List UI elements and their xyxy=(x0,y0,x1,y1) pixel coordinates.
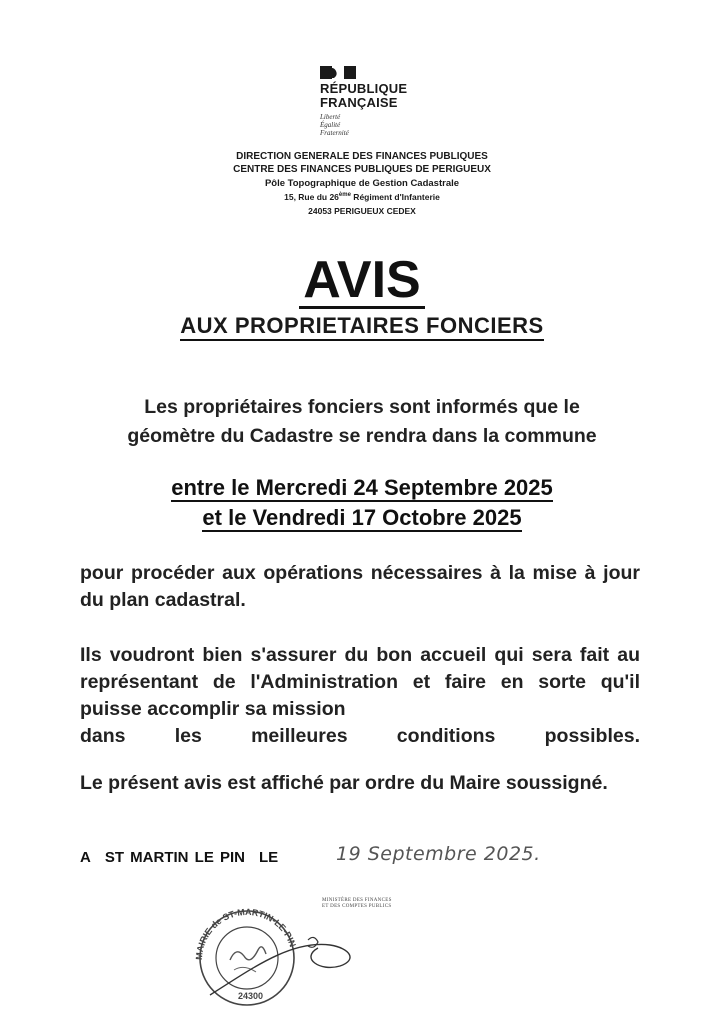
svg-text:24300: 24300 xyxy=(238,991,264,1001)
marianne-logo-icon xyxy=(320,66,356,79)
header-direction: DIRECTION GENERALE DES FINANCES PUBLIQUES xyxy=(236,151,488,162)
mairie-stamp-icon xyxy=(190,900,360,1010)
header-address: 15, Rue du 26ème Régiment d'Infanterie xyxy=(284,192,440,202)
handwritten-date: 19 Septembre 2025. xyxy=(336,843,541,865)
republic-motto: Liberté Égalité Fraternité xyxy=(320,113,349,137)
ministry-stamp: MINISTÈRE DES FINANCES ET DES COMPTES PUBLICS xyxy=(322,898,392,909)
header-postal: 24053 PERIGUEUX CEDEX xyxy=(308,206,416,216)
page-title: AVIS xyxy=(0,250,724,310)
republique-francaise: RÉPUBLIQUE FRANÇAISE xyxy=(320,81,408,110)
page-subtitle: AUX PROPRIETAIRES FONCIERS xyxy=(0,313,724,339)
svg-text:MAIRIE de ST-MARTIN-LE-PIN: MAIRIE de ST-MARTIN-LE-PIN xyxy=(193,906,298,961)
paragraph-welcome: Ils voudront bien s'assurer du bon accueil qui sera fait au représentant de l'Administration et faire en sorte qu'il puisse accomplir sa mission dans les meilleures conditions possibles. xyxy=(80,644,640,747)
paragraph-purpose: pour procéder aux opérations nécessaires à la mise à jour du plan cadastral. xyxy=(80,562,640,611)
signature-line: A ST MARTIN LE PIN LE xyxy=(80,849,279,866)
header-centre: CENTRE DES FINANCES PUBLIQUES DE PERIGUEUX xyxy=(233,164,491,175)
header-pole: Pôle Topographique de Gestion Cadastrale xyxy=(264,178,460,189)
intro-text: Les propriétaires fonciers sont informés que le géomètre du Cadastre se rendra dans la commune xyxy=(127,396,597,447)
paragraph-display-order: Le présent avis est affiché par ordre du Maire soussigné. xyxy=(80,772,608,794)
date-range: entre le Mercredi 24 Septembre 2025 et le Vendredi 17 Octobre 2025 xyxy=(171,475,553,530)
